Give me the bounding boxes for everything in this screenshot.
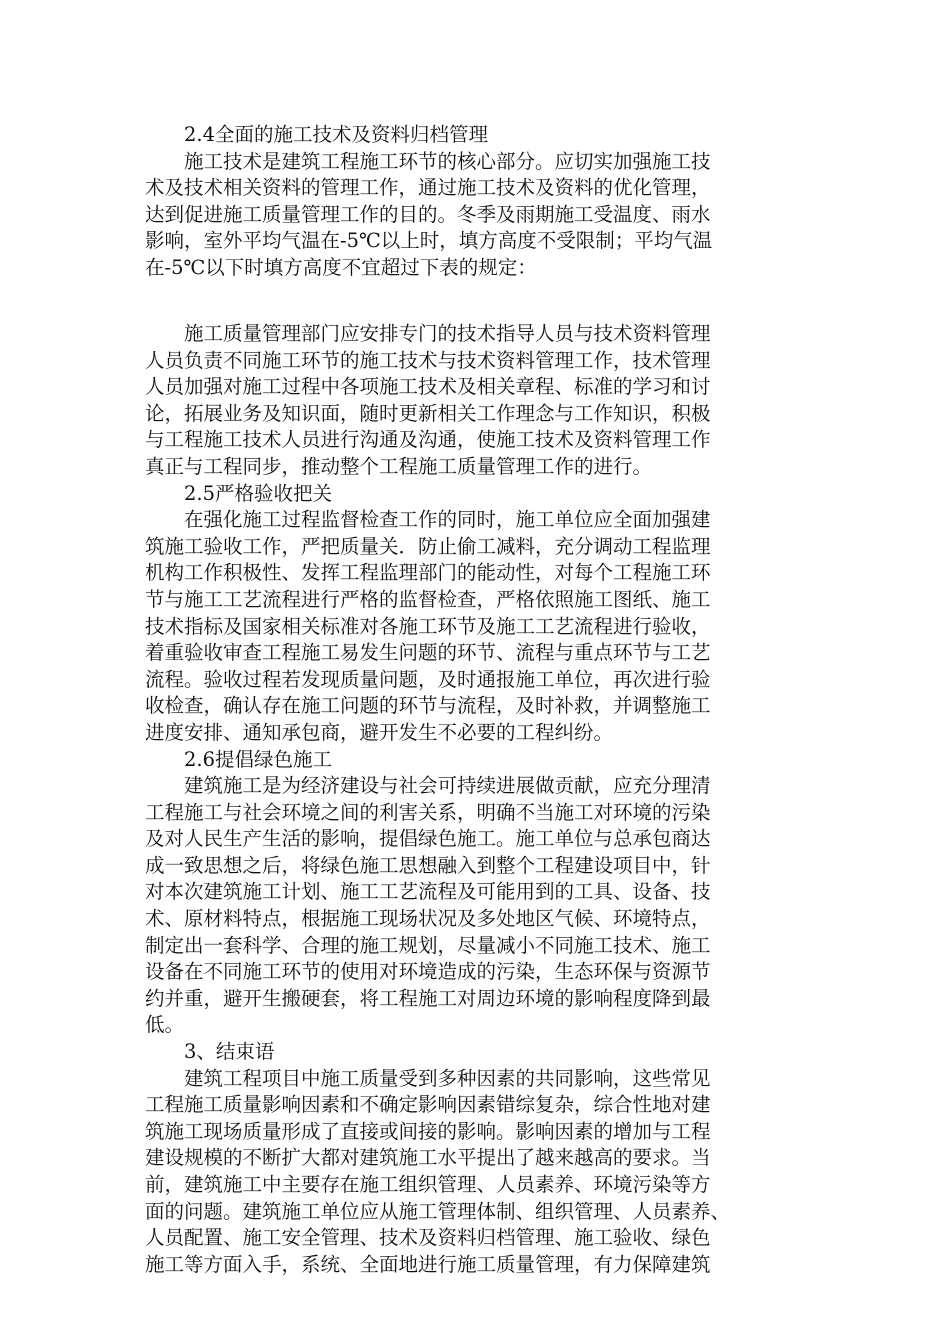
- paragraph-line: 成一致思想之后，将绿色施工思想融入到整个工程建设项目中，针: [145, 853, 711, 877]
- paragraph-line: 论，拓展业务及知识面，随时更新相关工作理念与工作知识，积极: [145, 401, 711, 425]
- paragraph-line: 节与施工工艺流程进行严格的监督检查，严格依照施工图纸、施工: [145, 587, 711, 611]
- paragraph-line: 制定出一套科学、合理的施工规划，尽量减小不同施工技术、施工: [145, 933, 711, 957]
- heading-2-6: 2.6提倡绿色施工: [184, 747, 333, 771]
- paragraph-line: 约并重，避开生搬硬套，将工程施工对周边环境的影响程度降到最: [145, 986, 711, 1010]
- paragraph-line: 建筑施工是为经济建设与社会可持续进展做贡献，应充分理清: [184, 774, 711, 798]
- paragraph-line: 对本次建筑施工计划、施工工艺流程及可能用到的工具、设备、技: [145, 880, 711, 904]
- paragraph-line: 筑施工现场质量形成了直接或间接的影响。影响因素的增加与工程: [145, 1119, 711, 1143]
- paragraph-line: 进度安排、通知承包商，避开发生不必要的工程纠纷。: [145, 720, 614, 744]
- paragraph-line: 建筑工程项目中施工质量受到多种因素的共同影响，这些常见: [184, 1066, 711, 1090]
- paragraph-line: 施工等方面入手，系统、全面地进行施工质量管理，有力保障建筑: [145, 1252, 711, 1276]
- heading-2-4: 2.4全面的施工技术及资料归档管理: [184, 123, 489, 146]
- paragraph-line: 在强化施工过程监督检查工作的同时，施工单位应全面加强建: [184, 508, 711, 532]
- paragraph-line: 人员加强对施工过程中各项施工技术及相关章程、标准的学习和讨: [145, 375, 711, 399]
- paragraph-line: 施工技术是建筑工程施工环节的核心部分。应切实加强施工技: [184, 149, 711, 173]
- paragraph-line: 收检查，确认存在施工问题的环节与流程，及时补救，并调整施工: [145, 694, 711, 718]
- paragraph-line: 面的问题。建筑施工单位应从施工管理体制、组织管理、人员素养、: [145, 1199, 731, 1223]
- paragraph-line: 设备在不同施工环节的使用对环境造成的污染，生态环保与资源节: [145, 960, 711, 984]
- paragraph-line: 在-5℃以下时填方高度不宜超过下表的规定：: [145, 255, 537, 279]
- paragraph-line: 前，建筑施工中主要存在施工组织管理、人员素养、环境污染等方: [145, 1173, 711, 1196]
- paragraph-line: 建设规模的不断扩大都对建筑施工水平提出了越来越高的要求。当: [145, 1146, 711, 1170]
- paragraph-line: 术、原材料特点，根据施工现场状况及多处地区气候、环境特点，: [145, 907, 711, 931]
- main-text-block: [145, 321, 805, 1278]
- paragraph-line: 达到促进施工质量管理工作的目的。冬季及雨期施工受温度、雨水: [145, 202, 711, 226]
- heading-2-5: 2.5严格验收把关: [184, 481, 333, 505]
- paragraph-line: 人员负责不同施工环节的施工技术与技术资料管理工作，技术管理: [145, 348, 711, 372]
- paragraph-line: 筑施工验收工作，严把质量关．防止偷工减料，充分调动工程监理: [145, 534, 711, 558]
- paragraph-line: 工程施工与社会环境之间的利害关系，明确不当施工对环境的污染: [145, 800, 711, 824]
- paragraph-line: 及对人民生产生活的影响，提倡绿色施工。施工单位与总承包商达: [145, 827, 711, 851]
- paragraph-line: 人员配置、施工安全管理、技术及资料归档管理、施工验收、绿色: [145, 1226, 711, 1250]
- paragraph-line: 与工程施工技术人员进行沟通及沟通，使施工技术及资料管理工作: [145, 428, 711, 452]
- paragraph-line: 影响，室外平均气温在-5℃以上时，填方高度不受限制；平均气温: [145, 229, 713, 253]
- paragraph-line: 机构工作积极性、发挥工程监理部门的能动性，对每个工程施工环: [145, 561, 711, 585]
- heading-3-conclusion: 3、结束语: [184, 1040, 275, 1064]
- paragraph-line: 施工质量管理部门应安排专门的技术指导人员与技术资料管理: [184, 322, 711, 345]
- paragraph-line: 真正与工程同步，推动整个工程施工质量管理工作的进行。: [145, 454, 653, 478]
- paragraph-line: 技术指标及国家相关标准对各施工环节及施工工艺流程进行验收，: [145, 614, 711, 638]
- paragraph-line: 术及技术相关资料的管理工作，通过施工技术及资料的优化管理，: [145, 176, 711, 200]
- section-2-4-block: [145, 122, 805, 282]
- paragraph-line: 工程施工质量影响因素和不确定影响因素错综复杂，综合性地对建: [145, 1093, 711, 1117]
- paragraph-line: 着重验收审查工程施工易发生问题的环节、流程与重点环节与工艺: [145, 641, 711, 665]
- paragraph-line: 流程。验收过程若发现质量问题，及时通报施工单位，再次进行验: [145, 667, 711, 691]
- paragraph-line: 低。: [145, 1013, 185, 1037]
